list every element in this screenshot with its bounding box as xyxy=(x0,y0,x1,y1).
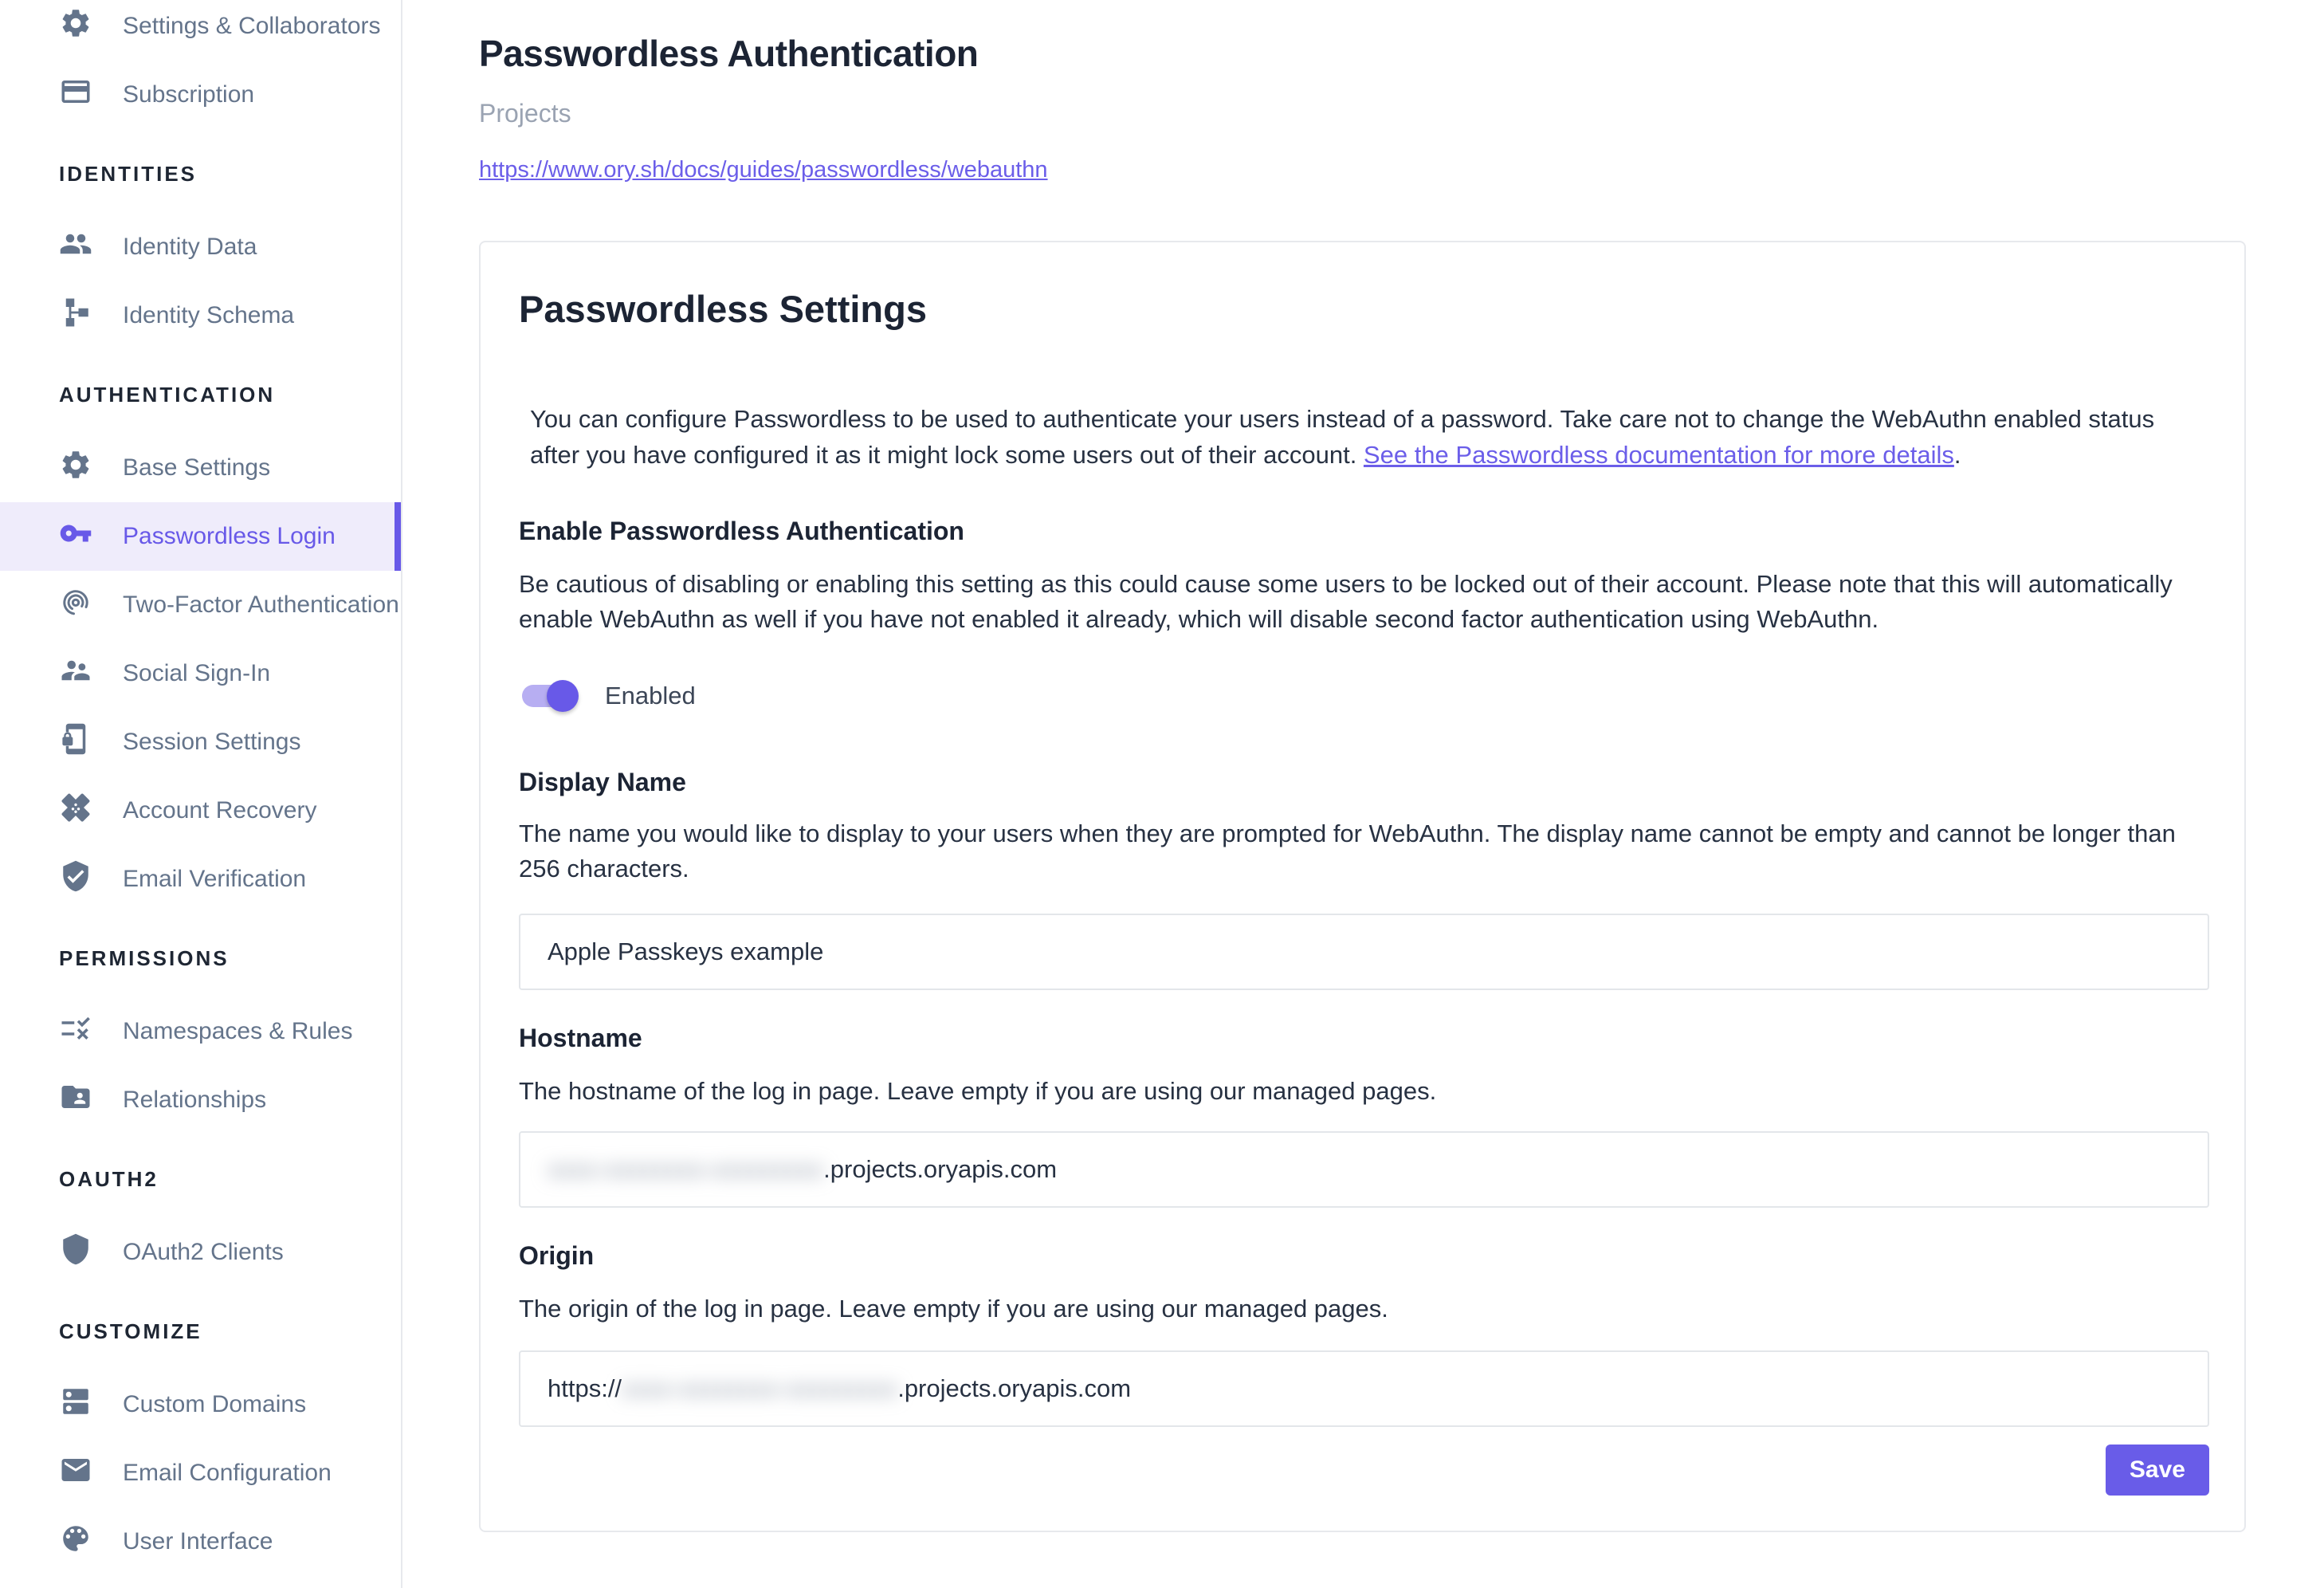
passwordless-docs-link[interactable]: See the Passwordless documentation for more details xyxy=(1363,441,1954,469)
sidebar-item-email-configuration[interactable] xyxy=(0,1439,401,1507)
sidebar-item-label: Two-Factor Authentication xyxy=(123,592,399,618)
sidebar-item-two-factor[interactable] xyxy=(0,571,401,639)
intro-text: You can configure Passwordless to be used to authenticate your users instead of a password. Take care not to change the WebAuthn enabled status after you have configured it as it might lock some users out of their account. xyxy=(530,405,2155,469)
display-name-description: The name you would like to display to your users when they are prompted for WebAuthn. The display name cannot be empty and cannot be longer than 256 characters. xyxy=(519,820,2176,882)
sidebar-item-account-recovery[interactable] xyxy=(0,776,401,845)
key-icon xyxy=(59,517,92,556)
sidebar-item-custom-domains[interactable] xyxy=(0,1370,401,1439)
sidebar-section-permissions: PERMISSIONS xyxy=(59,945,230,970)
hostname-input[interactable] xyxy=(519,1131,2209,1208)
origin-description: The origin of the log in page. Leave empty if you are using our managed pages. xyxy=(519,1295,1388,1323)
display-name-title: Display Name xyxy=(519,768,686,796)
breadcrumb: Projects xyxy=(479,99,571,128)
sidebar-item-label: Subscription xyxy=(123,81,255,108)
sidebar-item-subscription[interactable] xyxy=(0,61,401,129)
sidebar-item-passwordless-login[interactable] xyxy=(0,502,401,571)
people-icon xyxy=(59,227,92,267)
shield-check-icon xyxy=(59,859,92,899)
display-name-input[interactable] xyxy=(519,914,2209,990)
toggle-label: Enabled xyxy=(605,682,696,709)
sidebar-nav xyxy=(0,0,401,1576)
mail-icon xyxy=(59,1453,92,1493)
enable-section-description: Be cautious of disabling or enabling this setting as this could cause some users to be locked out of their account. Please note that this will automatically enable WebAuthn as well if you have not enabled it already, which will disable second factor authentication using WebAuthn. xyxy=(519,570,2173,633)
sidebar-item-relationships[interactable] xyxy=(0,1066,401,1134)
sidebar-item-base-settings[interactable] xyxy=(0,434,401,502)
enable-toggle-row xyxy=(519,674,2206,718)
gear-icon xyxy=(59,6,92,46)
main-content xyxy=(402,0,2324,1588)
palette-icon xyxy=(59,1522,92,1562)
healing-icon xyxy=(59,791,92,831)
sidebar-item-user-interface[interactable] xyxy=(0,1507,401,1576)
sidebar-item-label: Base Settings xyxy=(123,454,271,481)
sidebar xyxy=(0,0,402,1588)
server-icon xyxy=(59,1385,92,1425)
origin-prefix: https:// xyxy=(548,1374,622,1402)
sidebar-item-label: Social Sign-In xyxy=(123,660,271,686)
sidebar-item-label: Account Recovery xyxy=(123,797,317,823)
sidebar-item-settings-collaborators[interactable] xyxy=(0,0,401,61)
sidebar-item-label: User Interface xyxy=(123,1528,273,1555)
redacted-text: xxxx-xxxxxxxx-xxxxxxxxx xyxy=(622,1374,898,1402)
display-name-value: Apple Passkeys example xyxy=(548,937,824,965)
sidebar-item-label: Settings & Collaborators xyxy=(123,13,381,39)
sidebar-item-label: Session Settings xyxy=(123,729,301,755)
page-title: Passwordless Authentication xyxy=(479,33,979,74)
origin-title: Origin xyxy=(519,1241,595,1270)
save-button[interactable]: Save xyxy=(2106,1445,2209,1496)
sidebar-item-label: Email Configuration xyxy=(123,1460,332,1486)
enable-section-title: Enable Passwordless Authentication xyxy=(519,517,964,545)
toggle-thumb xyxy=(547,680,579,712)
intro-period: . xyxy=(1953,441,1961,469)
origin-suffix: .projects.oryapis.com xyxy=(897,1374,1132,1402)
schema-icon xyxy=(59,296,92,336)
rule-icon xyxy=(59,1012,92,1051)
sidebar-item-label: Namespaces & Rules xyxy=(123,1018,353,1044)
hostname-description: The hostname of the log in page. Leave empty if you are using our managed pages. xyxy=(519,1077,1437,1105)
sidebar-item-label: Identity Schema xyxy=(123,302,295,328)
fingerprint-icon xyxy=(59,585,92,625)
sidebar-item-identity-schema[interactable] xyxy=(0,281,401,350)
people-icon xyxy=(59,654,92,694)
passwordless-settings-card xyxy=(479,241,2246,1532)
sidebar-item-label: Custom Domains xyxy=(123,1391,307,1417)
hostname-suffix: .projects.oryapis.com xyxy=(823,1155,1058,1183)
folder-shared-icon xyxy=(59,1080,92,1120)
sidebar-item-email-verification[interactable] xyxy=(0,845,401,914)
phone-lock-icon xyxy=(59,722,92,762)
sidebar-item-label: Email Verification xyxy=(123,866,307,892)
sidebar-item-label: Identity Data xyxy=(123,234,257,260)
credit-card-icon xyxy=(59,75,92,115)
sidebar-item-social-sign-in[interactable] xyxy=(0,639,401,708)
card-title: Passwordless Settings xyxy=(519,288,927,330)
redacted-text: xxxx-xxxxxxxx-xxxxxxxxx xyxy=(548,1155,824,1183)
save-row xyxy=(519,1445,2209,1496)
sidebar-section-identities: IDENTITIES xyxy=(59,161,198,186)
sidebar-item-oauth2-clients[interactable] xyxy=(0,1218,401,1287)
sidebar-item-identity-data[interactable] xyxy=(0,213,401,281)
gear-icon xyxy=(59,448,92,488)
sidebar-section-customize: CUSTOMIZE xyxy=(59,1319,202,1343)
sidebar-section-oauth2: OAUTH2 xyxy=(59,1166,159,1191)
sidebar-item-label: Relationships xyxy=(123,1087,267,1113)
sidebar-item-session-settings[interactable] xyxy=(0,708,401,776)
documentation-link[interactable]: https://www.ory.sh/docs/guides/passwordless/webauthn xyxy=(479,157,1048,183)
sidebar-item-label: OAuth2 Clients xyxy=(123,1239,284,1265)
passwordless-toggle[interactable] xyxy=(522,685,576,707)
sidebar-item-namespaces-rules[interactable] xyxy=(0,997,401,1066)
sidebar-item-label: Passwordless Login xyxy=(123,523,336,549)
sidebar-section-authentication: AUTHENTICATION xyxy=(59,382,276,407)
origin-input[interactable] xyxy=(519,1350,2209,1427)
shield-icon xyxy=(59,1232,92,1272)
hostname-title: Hostname xyxy=(519,1024,642,1052)
intro-paragraph xyxy=(530,401,2204,473)
